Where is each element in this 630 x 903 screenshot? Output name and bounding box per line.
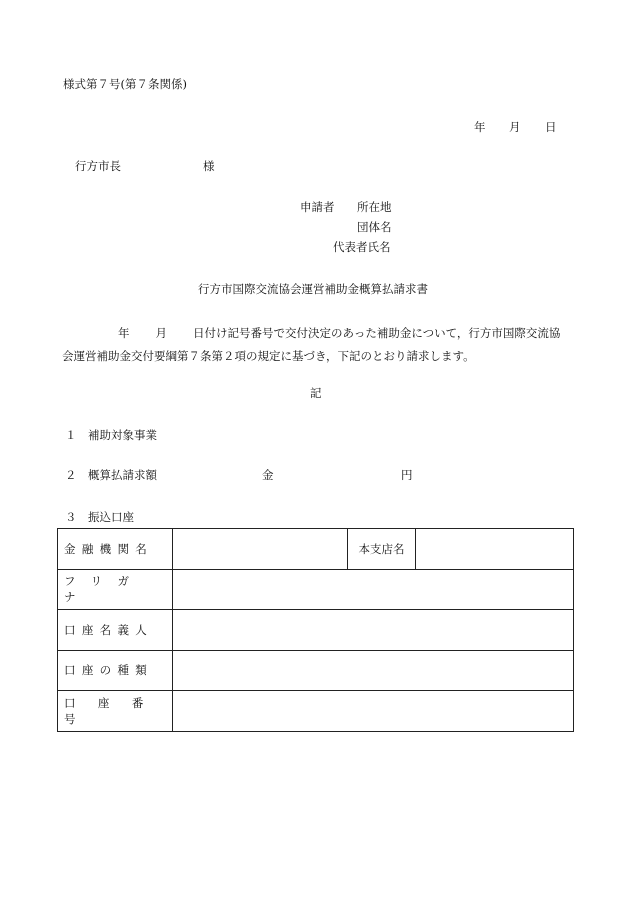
body-year: 年 bbox=[118, 326, 130, 340]
table-row-account-holder bbox=[58, 610, 574, 651]
body-line1-rest: 日付け記号番号で交付決定のあった補助金について，行方市国際交流協 bbox=[193, 326, 561, 340]
request-paragraph bbox=[62, 322, 582, 368]
addressee-honorific: 様 bbox=[203, 159, 215, 173]
account-number-label-cell bbox=[58, 691, 173, 732]
table-row-account-number bbox=[58, 691, 574, 732]
account-holder-input-cell[interactable] bbox=[173, 610, 574, 651]
applicant-org-label: 団体名 bbox=[357, 220, 392, 234]
applicant-address-label: 所在地 bbox=[357, 200, 392, 214]
account-type-input-cell[interactable] bbox=[173, 650, 574, 691]
account-number-input-cell[interactable] bbox=[173, 691, 574, 732]
branch-input-cell[interactable] bbox=[416, 529, 574, 570]
paragraph-line-1 bbox=[62, 322, 582, 345]
furigana-input-cell[interactable] bbox=[173, 569, 574, 610]
table-row-account-type bbox=[58, 650, 574, 691]
date-year: 年 bbox=[474, 120, 486, 134]
item-1-label: １ 補助対象事業 bbox=[65, 428, 157, 442]
account-holder-label-cell bbox=[58, 610, 173, 651]
addressee-name: 行方市長 bbox=[75, 159, 121, 173]
document-title: 行方市国際交流協会運営補助金概算払請求書 bbox=[198, 282, 428, 296]
bank-name-label-cell bbox=[58, 529, 173, 570]
date-day: 日 bbox=[545, 120, 557, 134]
bank-account-table bbox=[57, 528, 574, 732]
date-month: 月 bbox=[509, 120, 521, 134]
item-2-yen: 円 bbox=[401, 468, 413, 482]
item-3-label: ３ 振込口座 bbox=[65, 510, 134, 524]
item-2-label: ２ 概算払請求額 bbox=[65, 468, 157, 482]
branch-label: 本支店名 bbox=[358, 541, 405, 556]
bank-name-label-text: 金融機関名 bbox=[64, 541, 154, 556]
account-type-label-cell bbox=[58, 650, 173, 691]
account-type-label: 口座の種類 bbox=[64, 663, 154, 678]
table-row-bank-name bbox=[58, 529, 574, 570]
bank-name-input-cell[interactable] bbox=[173, 529, 348, 570]
table-row-furigana bbox=[58, 569, 574, 610]
account-number-label: 口座番号 bbox=[64, 695, 166, 726]
item-2-kin: 金 bbox=[262, 468, 274, 482]
branch-label-cell bbox=[348, 529, 416, 570]
body-month: 月 bbox=[155, 326, 167, 340]
account-holder-label: 口座名義人 bbox=[64, 622, 154, 637]
furigana-label-cell bbox=[58, 569, 173, 610]
form-number: 様式第７号(第７条関係) bbox=[63, 77, 187, 91]
bank-name-label bbox=[64, 541, 166, 557]
paragraph-line-2: 会運営補助金交付要綱第７条第２項の規定に基づき，下記のとおり請求します。 bbox=[62, 349, 475, 363]
applicant-rep-label: 代表者氏名 bbox=[333, 240, 391, 254]
applicant-title: 申請者 bbox=[300, 200, 335, 214]
furigana-label: フリガナ bbox=[64, 574, 145, 605]
ki-heading: 記 bbox=[310, 386, 322, 400]
